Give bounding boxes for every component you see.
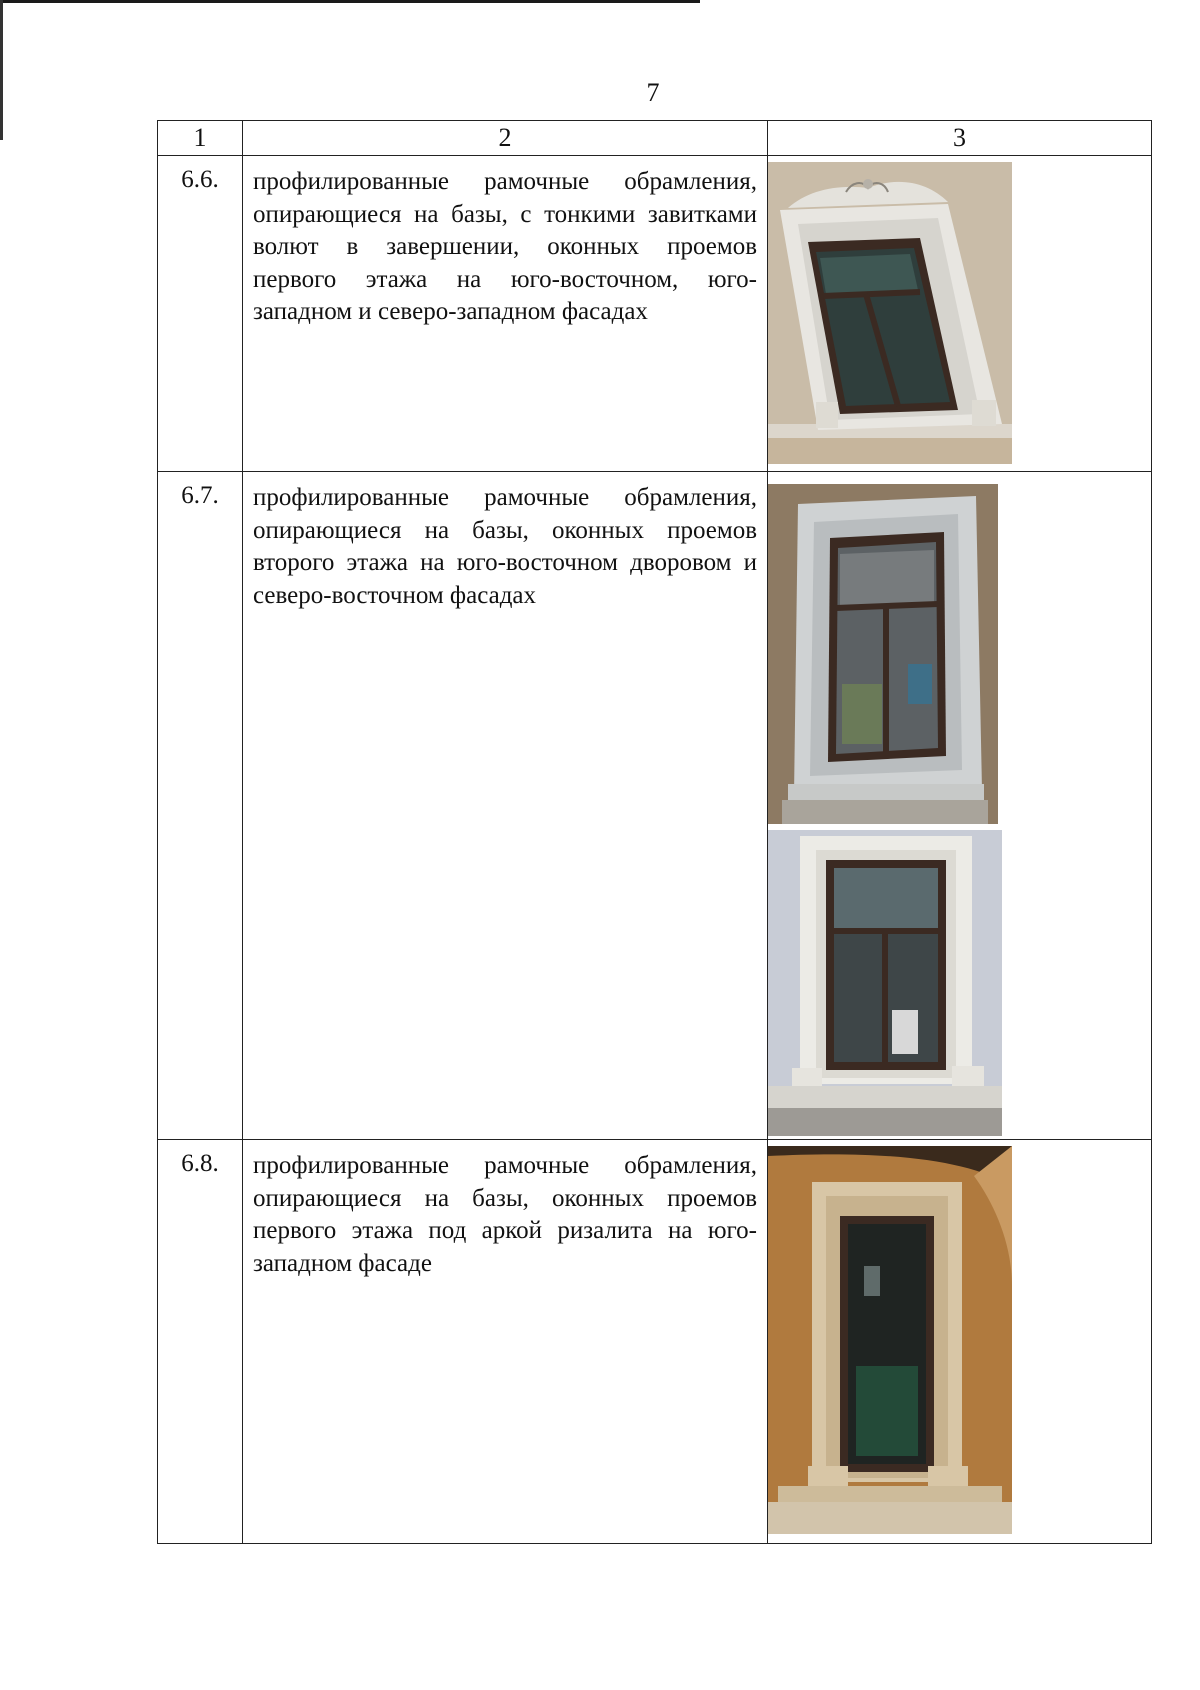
table-row bbox=[158, 472, 1152, 1140]
row-photos bbox=[768, 156, 1152, 472]
specification-table bbox=[157, 120, 1152, 1544]
window-photo-volutes bbox=[768, 162, 1151, 464]
row-photos bbox=[768, 472, 1152, 1140]
row-number: 6.7. bbox=[158, 472, 243, 1140]
window-photo-light-facade bbox=[768, 830, 1151, 1136]
row-description: профилированные рамочные обрамления, опирающиеся на базы, с тонкими завитками волют в завершении, оконных проемов первого этажа на юго-восточном, юго-западном и северо-западном фасадах bbox=[243, 156, 768, 472]
table-header-row bbox=[158, 121, 1152, 156]
row-description: профилированные рамочные обрамления, опирающиеся на базы, оконных проемов первого этажа под аркой ризалита на юго-западном фасаде bbox=[243, 1140, 768, 1544]
window-photo-dark-facade bbox=[768, 484, 1151, 824]
header-col-3: 3 bbox=[768, 121, 1152, 156]
header-col-2: 2 bbox=[243, 121, 768, 156]
row-number: 6.6. bbox=[158, 156, 243, 472]
row-number: 6.8. bbox=[158, 1140, 243, 1544]
scan-edge-left bbox=[0, 0, 3, 140]
row-description: профилированные рамочные обрамления, опирающиеся на базы, оконных проемов второго этажа на юго-восточном дворовом и северо-восточном фасадах bbox=[243, 472, 768, 1140]
table-row bbox=[158, 1140, 1152, 1544]
window-photo-arch bbox=[768, 1146, 1151, 1534]
page-number: 7 bbox=[646, 78, 660, 107]
table-row bbox=[158, 156, 1152, 472]
header-col-1: 1 bbox=[158, 121, 243, 156]
row-photos bbox=[768, 1140, 1152, 1544]
scan-edge-top bbox=[0, 0, 700, 3]
